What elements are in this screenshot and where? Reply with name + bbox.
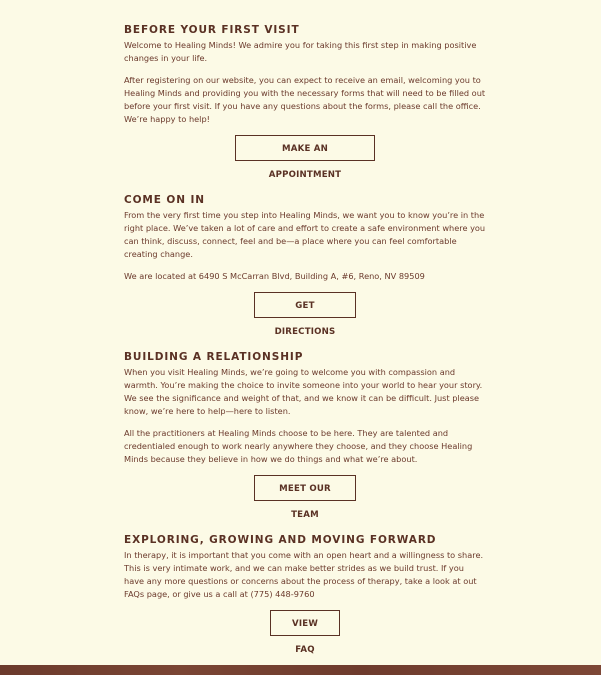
section-paragraph: All the practitioners at Healing Minds choose to be here. They are talented and credentialed enough to work nearly anywhere they choose, and they choose Healing Minds because they believe in how we do things and what we’re about. [124,428,473,464]
section-paragraph: When you visit Healing Minds, we’re going to welcome you with compassion and warmth. You’re making the choice to invite someone into your world to hear your story. We see the significance and weight of that, and we know it can be difficult. Just please know, we’re here to help—here to listen. [124,367,483,416]
get-directions-button[interactable]: GET DIRECTIONS [254,292,356,318]
section-paragraph: After registering on our website, you can expect to receive an email, welcoming you to Healing Minds and providing you with the necessary forms that will need to be filled out before your first visit. If you have any questions about the forms, please call the office. We’re happy to help! [124,75,486,124]
section-heading: BUILDING A RELATIONSHIP [124,351,304,363]
section-exploring [124,533,486,601]
section-heading: BEFORE YOUR FIRST VISIT [124,24,300,36]
section-building-relationship [124,350,486,466]
make-appointment-button[interactable]: MAKE AN APPOINTMENT [235,135,375,161]
view-faq-button[interactable]: VIEW FAQ [270,610,340,636]
section-paragraph: In therapy, it is important that you come with an open heart and a willingness to share. This is very intimate work, and we can make better strides as we build trust. If you have any more questions or concerns about the process of therapy, take a look at out FAQs page, or give us a call at (775) 448-9760 [124,550,484,599]
section-first-visit [124,23,486,126]
section-heading: COME ON IN [124,194,205,206]
section-paragraph: Welcome to Healing Minds! We admire you for taking this first step in making positive changes in your life. [124,40,477,63]
section-come-on-in [124,193,486,283]
meet-our-team-button[interactable]: MEET OUR TEAM [254,475,356,501]
section-paragraph: From the very first time you step into Healing Minds, we want you to know you’re in the right place. We’ve taken a lot of care and effort to create a safe environment where you can think, discuss, connect, feel and be—a place where you can feel comfortable creating change. [124,210,486,259]
section-heading: EXPLORING, GROWING AND MOVING FORWARD [124,534,437,546]
section-paragraph: We are located at 6490 S McCarran Blvd, Building A, #6, Reno, NV 89509 [124,271,425,281]
footer-bar [0,665,601,675]
